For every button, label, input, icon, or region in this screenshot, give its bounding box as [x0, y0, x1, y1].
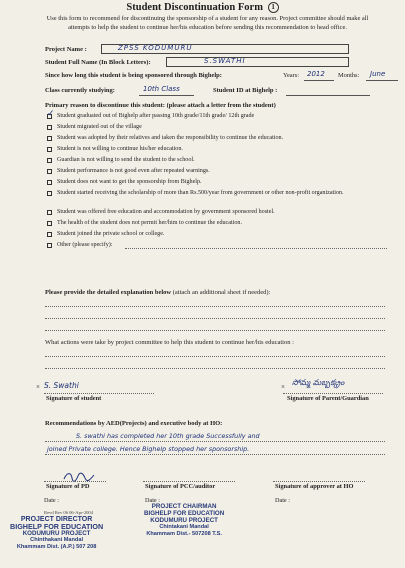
stamp-right-line-1: PROJECT CHAIRMAN	[151, 503, 217, 510]
reason-item	[47, 157, 382, 164]
reason-text: Student performance is not good even after repeated warnings.	[57, 168, 210, 174]
intro-text: Use this form to recommend for discontinuing the sponsorship of a student for any reason. Project committee should make all attempts to help the student to continue her/his education before sending this recommendation to head office.	[46, 15, 369, 31]
reason-text: Student joined the private school or college.	[57, 231, 165, 237]
reason-text: The health of the student does not permit her/him to continue the education.	[57, 220, 242, 226]
student-signature-label: Signature of student	[46, 395, 102, 402]
reason-checkbox[interactable]	[47, 147, 52, 152]
stamp-left-line-4: Chinthakani Mandal	[30, 537, 84, 543]
recommendations-line-1	[45, 441, 385, 442]
reason-checkbox[interactable]	[47, 125, 52, 130]
form-title-text: Student Discontinuation Form	[126, 2, 263, 13]
reasons-title	[45, 102, 276, 109]
reason-checkbox[interactable]	[47, 210, 52, 215]
explanation-note: (attach an additional sheet if needed):	[172, 289, 271, 296]
class-value: 10th Class	[143, 85, 180, 93]
pd-signature-label: Signature of PD	[46, 483, 90, 490]
recommendations-title: Recommendations by AED(Projects) and executive body at HO:	[45, 420, 223, 427]
reason-text: Other (please specify):	[57, 242, 113, 248]
reason-text: Student was adopted by their relatives and taken the responsibility to continue the education.	[57, 135, 284, 141]
years-line	[304, 80, 334, 81]
reason-checkbox[interactable]	[47, 243, 52, 248]
reason-text: Student was offered free education and accommodation by government sponsored hostel.	[57, 209, 275, 215]
reason-checkbox[interactable]	[47, 232, 52, 237]
years-value: 2012	[307, 70, 325, 78]
reason-item	[47, 168, 382, 175]
student-id-label: Student ID at Bighelp :	[213, 87, 278, 94]
actions-line-1	[45, 356, 385, 357]
checkmark-icon: ✓	[47, 109, 55, 119]
student-name-value: S.SWATHI	[204, 57, 246, 65]
pd-signature-line	[44, 481, 106, 482]
parent-signature: సోమ్మ మబ్బక్క్రం	[292, 378, 345, 387]
reason-checkbox[interactable]	[47, 136, 52, 141]
reason-checkbox[interactable]	[47, 109, 55, 119]
stamp-left-line-3: KODUMURU PROJECT	[22, 530, 91, 537]
explanation-title	[45, 289, 270, 296]
other-reason-line	[125, 248, 387, 249]
stamp-right-line-3: KODUMURU PROJECT	[150, 517, 218, 524]
pcc-signature-line	[143, 481, 235, 482]
recommendations-line-2	[45, 454, 385, 455]
reason-text: Student migrated out of the village	[57, 124, 142, 130]
project-director-stamp	[10, 516, 103, 551]
stamp-right-line-2: BIGHELP FOR EDUCATION	[144, 510, 225, 517]
student-name-box	[166, 57, 349, 67]
reason-item	[47, 220, 382, 227]
explanation-label: Please provide the detailed explanation below	[45, 289, 172, 296]
reason-text: Student started receiving the scholarship of more than Rs.500/year from government or other non-profit organization.	[57, 190, 344, 196]
reason-text: Guardian is not willing to send the student to the school.	[57, 157, 195, 163]
reason-checkbox[interactable]	[47, 191, 52, 196]
reason-checkbox[interactable]	[47, 221, 52, 226]
recommendations-text-2: joined Private college. Hence Bighelp stopped her sponsorship.	[47, 445, 250, 453]
recommendations-text-1: S. swathi has completed her 10th grade Successfully and	[76, 432, 260, 440]
months-value: June	[370, 70, 386, 78]
reason-item	[47, 179, 382, 186]
stamp-right-line-4: Chintakani Mandal	[159, 524, 209, 530]
pcc-date-label: Date :	[145, 497, 160, 504]
actions-line-2	[45, 368, 385, 369]
approver-signature-line	[273, 481, 365, 482]
reason-text: Student does not want to get the sponsorship from Bighelp.	[57, 179, 202, 185]
reason-checkbox[interactable]	[47, 180, 52, 185]
stamp-left-line-2: BIGHELP FOR EDUCATION	[10, 522, 104, 531]
parent-signature-line	[283, 393, 383, 394]
student-signature: S. Swathi	[44, 381, 79, 390]
reason-item	[47, 124, 382, 131]
reasons-title-note: (please attach a letter from the student)	[166, 102, 276, 109]
actions-colon: :	[292, 339, 294, 346]
reason-item	[47, 242, 382, 249]
months-line	[366, 80, 398, 81]
reasons-title-text: Primary reason to discontinue this student:	[45, 102, 165, 109]
sponsored-duration-label: Since how long this student is being sponsored through Bighelp:	[45, 72, 222, 79]
reason-item	[47, 231, 382, 238]
project-name-value: ZPSS KODUMURU	[118, 44, 193, 52]
explanation-line-3	[45, 330, 385, 331]
reason-checkbox[interactable]	[47, 158, 52, 163]
approver-signature-label: Signature of approver at HO	[275, 483, 354, 490]
pcc-signature-label: Signature of PCC/auditor	[145, 483, 216, 490]
stamp-left-line-1: PROJECT DIRECTOR	[20, 516, 93, 523]
parent-signature-mark: ×	[281, 383, 285, 391]
reason-item	[47, 109, 382, 120]
reason-checkbox[interactable]	[47, 169, 52, 174]
form-title	[0, 2, 405, 13]
approver-date-label: Date :	[275, 497, 290, 504]
project-name-label: Project Name :	[45, 46, 87, 53]
stamp-right-line-5: Khammam Dist.- 507208 T.S.	[146, 531, 222, 537]
student-id-line	[286, 95, 370, 96]
student-signature-line	[44, 393, 154, 394]
reason-item	[47, 190, 382, 197]
reason-item	[47, 209, 382, 216]
reason-text: Student is not willing to continue his/her education.	[57, 146, 183, 152]
project-chairman-stamp	[144, 503, 224, 538]
class-line	[139, 95, 194, 96]
reason-item	[47, 135, 382, 142]
student-signature-mark: ×	[36, 383, 40, 391]
actions-label: What actions were take by project committee to help this student to continue her/his education	[45, 339, 291, 346]
stamp-left-line-5: Khammam Dist. (A.P.) 507 208	[16, 544, 97, 550]
years-label: Years:	[283, 72, 300, 79]
months-label: Months:	[338, 72, 360, 79]
pd-date-label: Date :	[44, 497, 59, 504]
student-name-label: Student Full Name (In Block Letters):	[45, 59, 151, 66]
reason-text: Student graduated out of Bighelp after passing 10th grade/11th grade/ 12th grade	[57, 113, 255, 119]
explanation-line-1	[45, 306, 385, 307]
explanation-line-2	[45, 318, 385, 319]
reason-item	[47, 146, 382, 153]
class-label: Class currently studying:	[45, 87, 115, 94]
revision-text: Revd Rev 06 06-Apr-2004	[44, 510, 94, 515]
parent-signature-label: Signature of Parent/Guardian	[287, 395, 369, 402]
form-number-mark: 1	[268, 2, 279, 13]
actions-title	[45, 339, 294, 346]
